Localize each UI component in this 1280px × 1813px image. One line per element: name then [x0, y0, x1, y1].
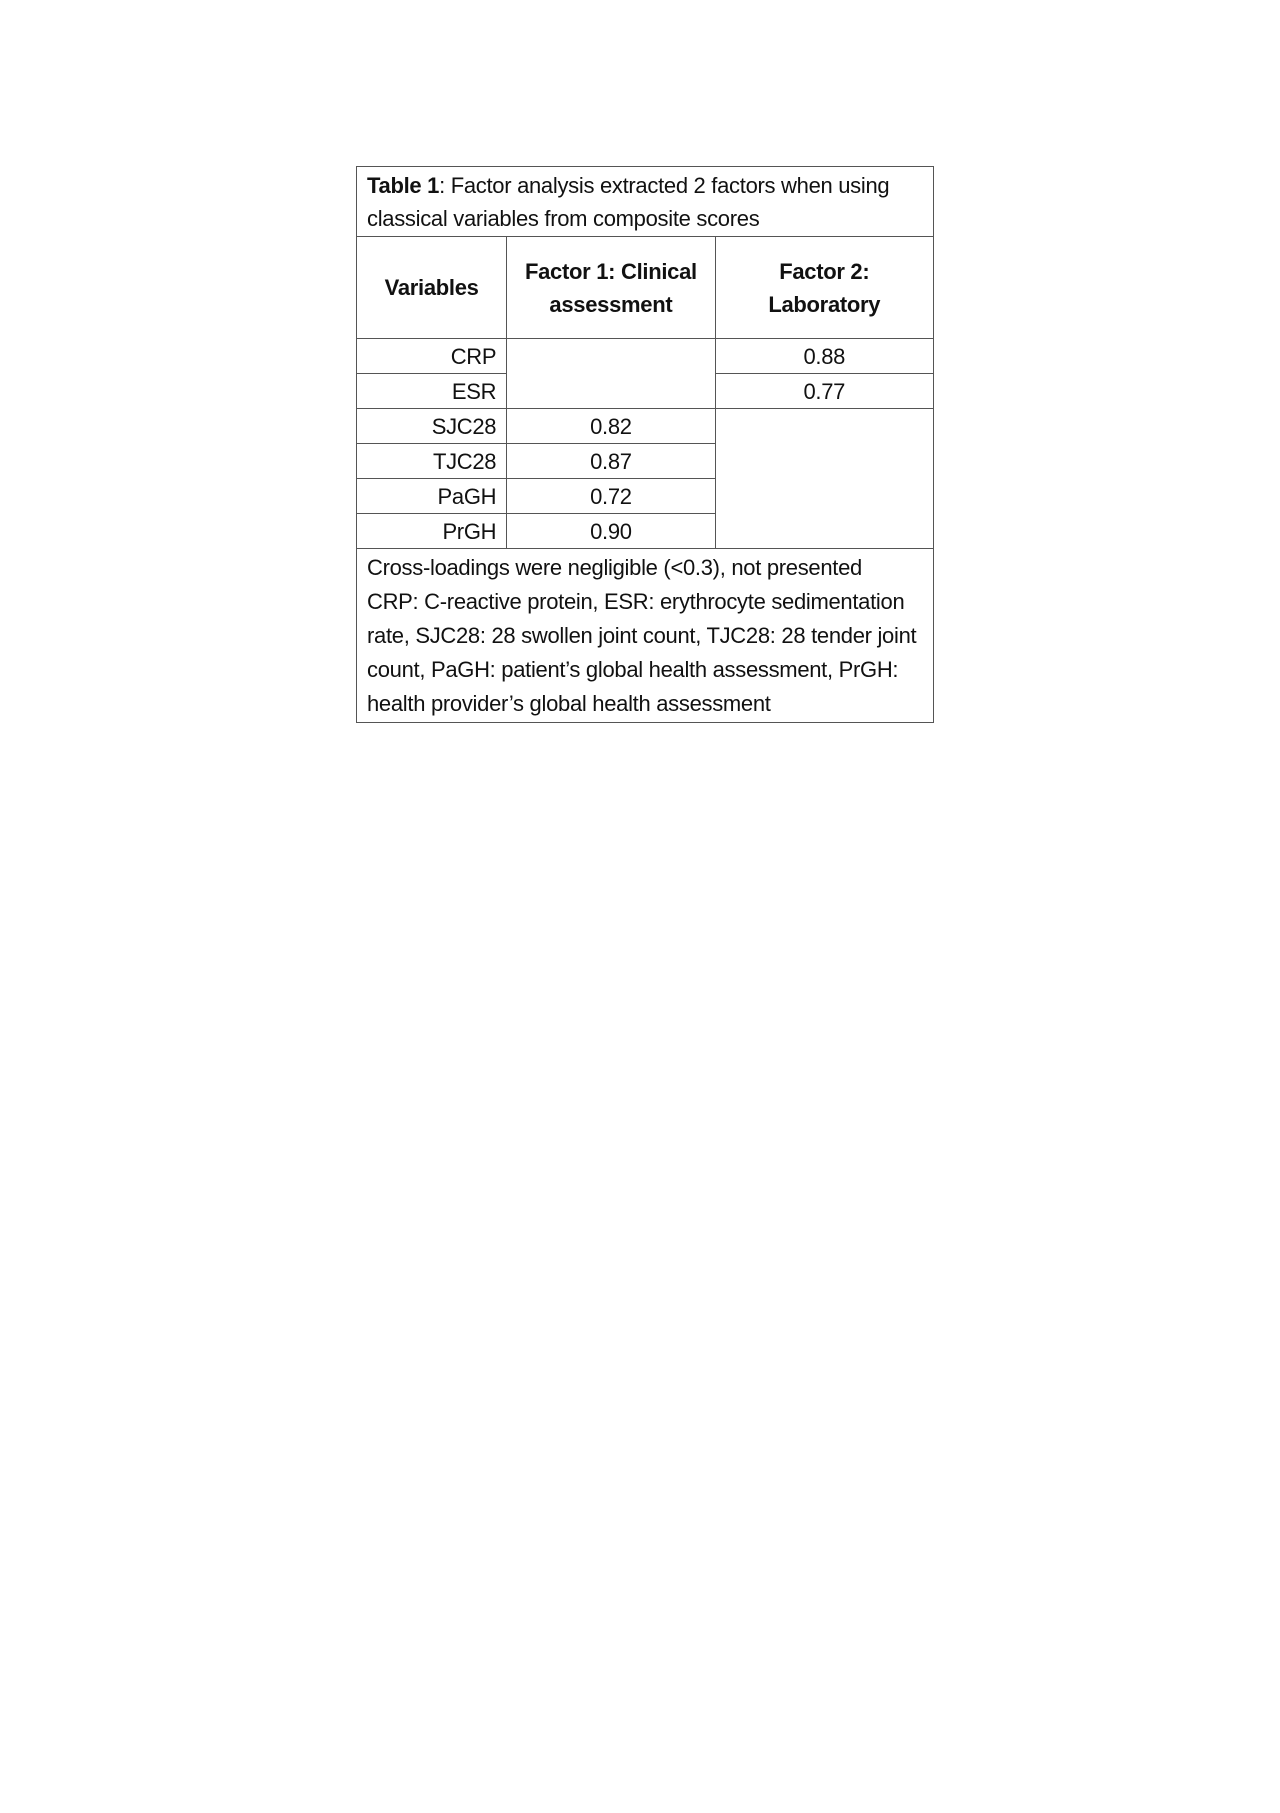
variable-cell: PaGH — [357, 479, 507, 514]
abbreviations-note: CRP: C-reactive protein, ESR: erythrocyte sedimentation rate, SJC28: 28 swollen joint count, TJC28: 28 tender joint count, PaGH: patient’s global health assessment, PrGH: health provider’s global health assessment — [367, 589, 917, 716]
variable-cell: CRP — [357, 339, 507, 374]
header-factor-1: Factor 1: Clinical assessment — [507, 237, 715, 339]
table-caption-text: : Factor analysis extracted 2 factors when using classical variables from composite scores — [367, 173, 890, 231]
header-factor-2: Factor 2: Laboratory — [715, 237, 933, 339]
cross-loadings-note: Cross-loadings were negligible (<0.3), not presented — [367, 555, 862, 580]
table-row — [357, 339, 934, 374]
table-caption-label: Table 1 — [367, 173, 440, 198]
table-notes-row — [357, 549, 934, 723]
variable-cell: TJC28 — [357, 444, 507, 479]
factor-1-value: 0.87 — [507, 444, 715, 479]
factor-1-value: 0.82 — [507, 409, 715, 444]
header-variables: Variables — [357, 237, 507, 339]
variable-cell: ESR — [357, 374, 507, 409]
factor-2-empty-cell — [715, 409, 933, 549]
factor-2-value: 0.88 — [715, 339, 933, 374]
variable-cell: PrGH — [357, 514, 507, 549]
table-caption — [357, 167, 934, 237]
factor-1-empty-cell — [507, 339, 715, 409]
variable-cell: SJC28 — [357, 409, 507, 444]
factor-1-value: 0.72 — [507, 479, 715, 514]
table-notes — [357, 549, 934, 723]
factor-analysis-table — [356, 166, 934, 723]
table-row — [357, 409, 934, 444]
table-caption-row — [357, 167, 934, 237]
factor-1-value: 0.90 — [507, 514, 715, 549]
factor-2-value: 0.77 — [715, 374, 933, 409]
table-header-row — [357, 237, 934, 339]
